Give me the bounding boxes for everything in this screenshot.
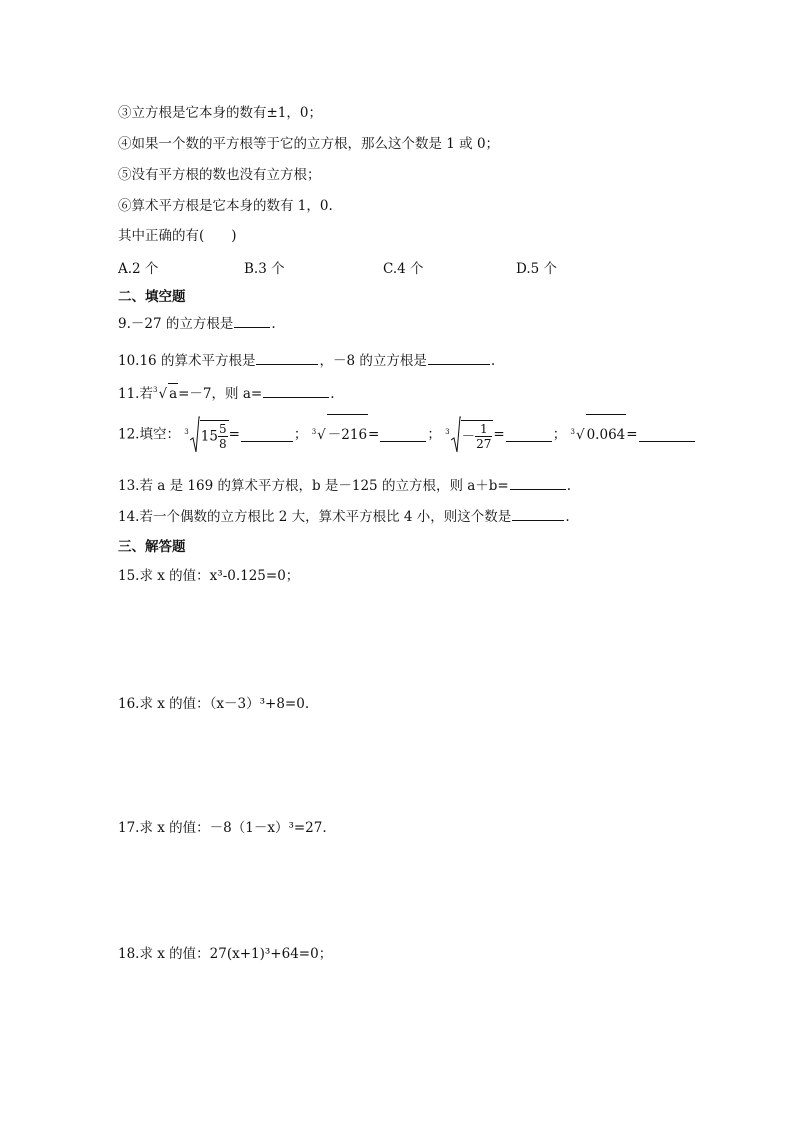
q12-eq-3: = <box>493 426 505 443</box>
q11-text-a: 11.若 <box>118 386 153 402</box>
statement-6: ⑥算术平方根是它本身的数有 1，0. <box>118 198 333 214</box>
solve-heading: 三、解答题 <box>118 539 186 555</box>
q12-eq-4: = <box>626 426 638 443</box>
q12-1-radicand <box>200 420 229 451</box>
q12-eq-1: = <box>228 426 240 443</box>
q9-blank <box>234 313 270 328</box>
q11-blank <box>263 383 329 398</box>
q12-blank-4 <box>639 427 695 442</box>
q12-blank-3 <box>506 427 552 442</box>
q12-2-radicand: －216 <box>327 414 368 455</box>
q10-blank-2 <box>428 350 490 365</box>
q10-blank-1 <box>256 350 318 365</box>
question-12 <box>118 414 696 455</box>
q12-sep-3: ； <box>552 426 567 443</box>
question-13 <box>118 475 571 496</box>
q13-text: 13.若 a 是 169 的算术平方根，b 是－125 的立方根，则 a＋b= <box>118 478 509 494</box>
q12-1-den: 8 <box>218 436 227 451</box>
q11-end: . <box>330 386 335 402</box>
q12-3-num: 1 <box>475 422 492 437</box>
q12-expr-2 <box>312 427 368 443</box>
q12-4-radicand: 0.064 <box>586 414 627 455</box>
q11-radicand: a <box>168 383 178 404</box>
q14-end: . <box>565 509 570 525</box>
q12-blank-1 <box>241 427 293 442</box>
q12-1-whole: 15 <box>200 428 218 444</box>
question-10 <box>118 350 495 371</box>
q12-1-index: 3 <box>184 427 189 436</box>
q9-end: . <box>271 316 276 332</box>
q14-blank <box>512 506 564 521</box>
q12-expr-4 <box>571 427 627 443</box>
question-9 <box>118 313 276 334</box>
question-17: 17.求 x 的值：－8（1－x）³=27. <box>118 820 327 836</box>
q12-sep-2: ； <box>427 426 441 443</box>
question-18: 18.求 x 的值：27(x+1)³+64=0； <box>118 946 333 962</box>
question-16: 16.求 x 的值：（x－3）³+8=0. <box>118 696 310 712</box>
statement-3: ③立方根是它本身的数有±1，0； <box>118 105 322 121</box>
q11-root-index: 3 <box>152 386 158 394</box>
q12-2-radical: √ <box>317 427 326 443</box>
q12-3-radicand <box>461 420 494 451</box>
statement-5: ⑤没有平方根的数也没有立方根； <box>118 167 321 183</box>
q12-3-radical-sign <box>451 416 461 454</box>
q12-blank-2 <box>380 427 426 442</box>
statement-4: ④如果一个数的平方根等于它的立方根，那么这个数是 1 或 0； <box>118 136 500 152</box>
q12-4-radical: √ <box>575 427 585 443</box>
q12-1-fraction <box>218 422 228 451</box>
question-prompt: 其中正确的有( ) <box>118 228 237 244</box>
q12-3-sign: － <box>461 428 476 444</box>
q10-text-a: 10.16 的算术平方根是 <box>118 353 256 369</box>
q11-radical: √ <box>158 386 168 402</box>
q12-1-radical-sign <box>190 416 200 454</box>
q12-eq-2: = <box>368 426 380 443</box>
q12-1-num: 5 <box>218 421 227 436</box>
q10-text-b: ，－8 的立方根是 <box>319 353 427 369</box>
question-11 <box>118 383 334 404</box>
q12-3-index: 3 <box>445 427 450 436</box>
option-c: C.4 个 <box>383 261 424 277</box>
q10-end: . <box>490 353 496 369</box>
question-14 <box>118 506 570 527</box>
q12-lead: 12.填空： <box>118 426 180 443</box>
option-a: A.2 个 <box>118 261 159 277</box>
q12-sep-1: ； <box>293 426 308 443</box>
fill-in-heading: 二、填空题 <box>118 289 186 305</box>
q13-blank <box>510 475 566 490</box>
q11-text-b: =－7，则 a= <box>178 386 263 402</box>
q13-end: . <box>566 478 572 494</box>
option-d: D.5 个 <box>516 261 558 277</box>
q12-2-index: 3 <box>311 428 317 436</box>
q12-3-den: 27 <box>476 436 492 451</box>
question-15: 15.求 x 的值：x³-0.125=0； <box>118 568 300 584</box>
q12-expr-3 <box>445 415 493 455</box>
q12-4-index: 3 <box>570 428 575 436</box>
q12-expr-1 <box>184 415 228 455</box>
q9-text: 9.－27 的立方根是 <box>118 316 234 332</box>
q14-text: 14.若一个偶数的立方根比 2 大，算术平方根比 4 小，则这个数是 <box>118 509 512 525</box>
q12-3-fraction <box>475 422 492 451</box>
option-b: B.3 个 <box>244 261 285 277</box>
